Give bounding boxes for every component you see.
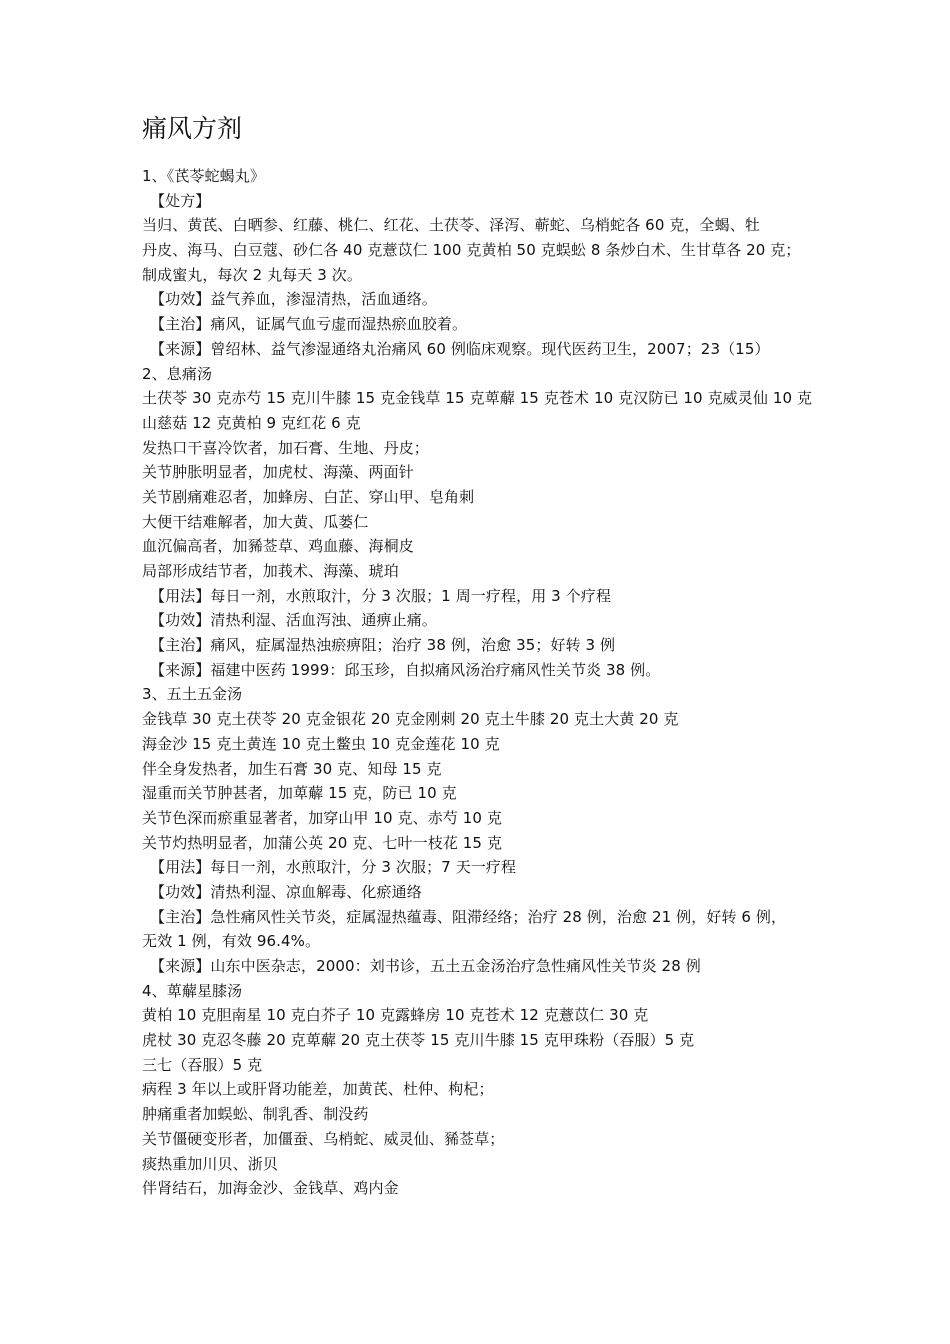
document-line: 【用法】每日一剂，水煎取汁，分 3 次服；1 周一疗程，用 3 个疗程 xyxy=(150,586,611,605)
document-line: 土茯苓 30 克赤芍 15 克川牛膝 15 克金钱草 15 克萆薢 15 克苍术 10 克汉防已 10 克威灵仙 10 克 xyxy=(142,389,813,408)
document-line: 制成蜜丸，每次 2 丸每天 3 次。 xyxy=(142,265,362,284)
document-line: 1、《芪苓蛇蝎丸》 xyxy=(142,167,265,185)
document-line: 关节剧痛难忍者，加蜂房、白芷、穿山甲、皂角刺 xyxy=(142,487,475,506)
document-line: 丹皮、海马、白豆蔻、砂仁各 40 克薏苡仁 100 克黄柏 50 克蜈蚣 8 条炒白术、生甘草各 20 克； xyxy=(142,241,801,260)
document-line: 【功效】益气养血，渗湿清热，活血通络。 xyxy=(150,290,437,309)
document-line: 大便干结难解者，加大黄、瓜蒌仁 xyxy=(142,512,369,531)
document-line: 【来源】福建中医药 1999：邱玉珍，自拟痛风汤治疗痛风性关节炎 38 例。 xyxy=(150,660,661,679)
document-line: 关节肿胀明显者，加虎杖、海藻、两面针 xyxy=(142,463,414,482)
document-line: 血沉偏高者，加豨莶草、鸡血藤、海桐皮 xyxy=(142,537,414,556)
document-line: 三七（吞服）5 克 xyxy=(142,1055,263,1074)
document-line: 黄柏 10 克胆南星 10 克白芥子 10 克露蜂房 10 克苍术 12 克薏苡仁 30 克 xyxy=(142,1006,649,1025)
document-line: 海金沙 15 克土黄连 10 克土鳖虫 10 克金莲花 10 克 xyxy=(142,734,500,753)
document-line: 伴肾结石，加海金沙、金钱草、鸡内金 xyxy=(142,1179,399,1198)
document-line: 【来源】曾绍林、益气渗湿通络丸治痛风 60 例临床观察。现代医药卫生，2007；23（15） xyxy=(150,339,770,358)
document-line: 局部形成结节者，加莪术、海藻、琥珀 xyxy=(142,562,399,580)
document-line: 3、五土五金汤 xyxy=(142,685,243,704)
document-line: 关节灼热明显者，加蒲公英 20 克、七叶一枝花 15 克 xyxy=(142,833,503,852)
document-line: 【主治】急性痛风性关节炎，症属湿热蕴毒、阻滞经络；治疗 28 例，治愈 21 例，好转 6 例， xyxy=(150,907,787,926)
document-line: 发热口干喜冷饮者，加石膏、生地、丹皮； xyxy=(142,438,429,457)
document-line: 【功效】清热利湿、凉血解毒、化瘀通络 xyxy=(150,882,422,901)
document-line: 【功效】清热利湿、活血泻浊、通痹止痛。 xyxy=(150,611,437,630)
document-line: 【主治】痛风，证属气血亏虚而湿热瘀血胶着。 xyxy=(150,315,468,334)
document-line: 4、萆薢星膝汤 xyxy=(142,981,243,1000)
document-line: 【用法】每日一剂，水煎取汁，分 3 次服；7 天一疗程 xyxy=(150,858,517,877)
document-line: 【处方】 xyxy=(150,191,211,210)
document-line: 湿重而关节肿甚者，加萆薢 15 克，防已 10 克 xyxy=(142,784,457,803)
document-line: 肿痛重者加蜈蚣、制乳香、制没药 xyxy=(142,1105,369,1124)
document-line: 病程 3 年以上或肝肾功能差，加黄芪、杜仲、枸杞； xyxy=(142,1080,494,1099)
document-line: 痰热重加川贝、浙贝 xyxy=(142,1154,278,1173)
document-title: 痛风方剂 xyxy=(142,114,243,143)
document-line: 关节僵硬变形者，加僵蚕、乌梢蛇、威灵仙、豨莶草； xyxy=(142,1129,505,1148)
document-line: 金钱草 30 克土茯苓 20 克金银花 20 克金刚刺 20 克土牛膝 20 克土大黄 20 克 xyxy=(142,710,679,729)
document-line: 关节色深而瘀重显著者，加穿山甲 10 克、赤芍 10 克 xyxy=(142,808,503,827)
document-line: 当归、黄芪、白晒参、红藤、桃仁、红花、土茯苓、泽泻、蕲蛇、乌梢蛇各 60 克，全蝎、牡 xyxy=(142,216,760,235)
document-line: 无效 1 例，有效 96.4%。 xyxy=(142,932,321,951)
document-line: 【主治】痛风，症属湿热浊瘀痹阻；治疗 38 例，治愈 35；好转 3 例 xyxy=(150,636,616,655)
document-line: 【来源】山东中医杂志，2000：刘书诊，五土五金汤治疗急性痛风性关节炎 28 例 xyxy=(150,957,701,975)
document-line: 伴全身发热者，加生石膏 30 克、知母 15 克 xyxy=(142,759,442,778)
document-line: 山慈菇 12 克黄柏 9 克红花 6 克 xyxy=(142,413,361,432)
document-line: 虎杖 30 克忍冬藤 20 克萆薢 20 克土茯苓 15 克川牛膝 15 克甲珠粉（吞服）5 克 xyxy=(142,1031,695,1050)
document-line: 2、息痛汤 xyxy=(142,364,213,383)
document-body xyxy=(142,164,842,1201)
